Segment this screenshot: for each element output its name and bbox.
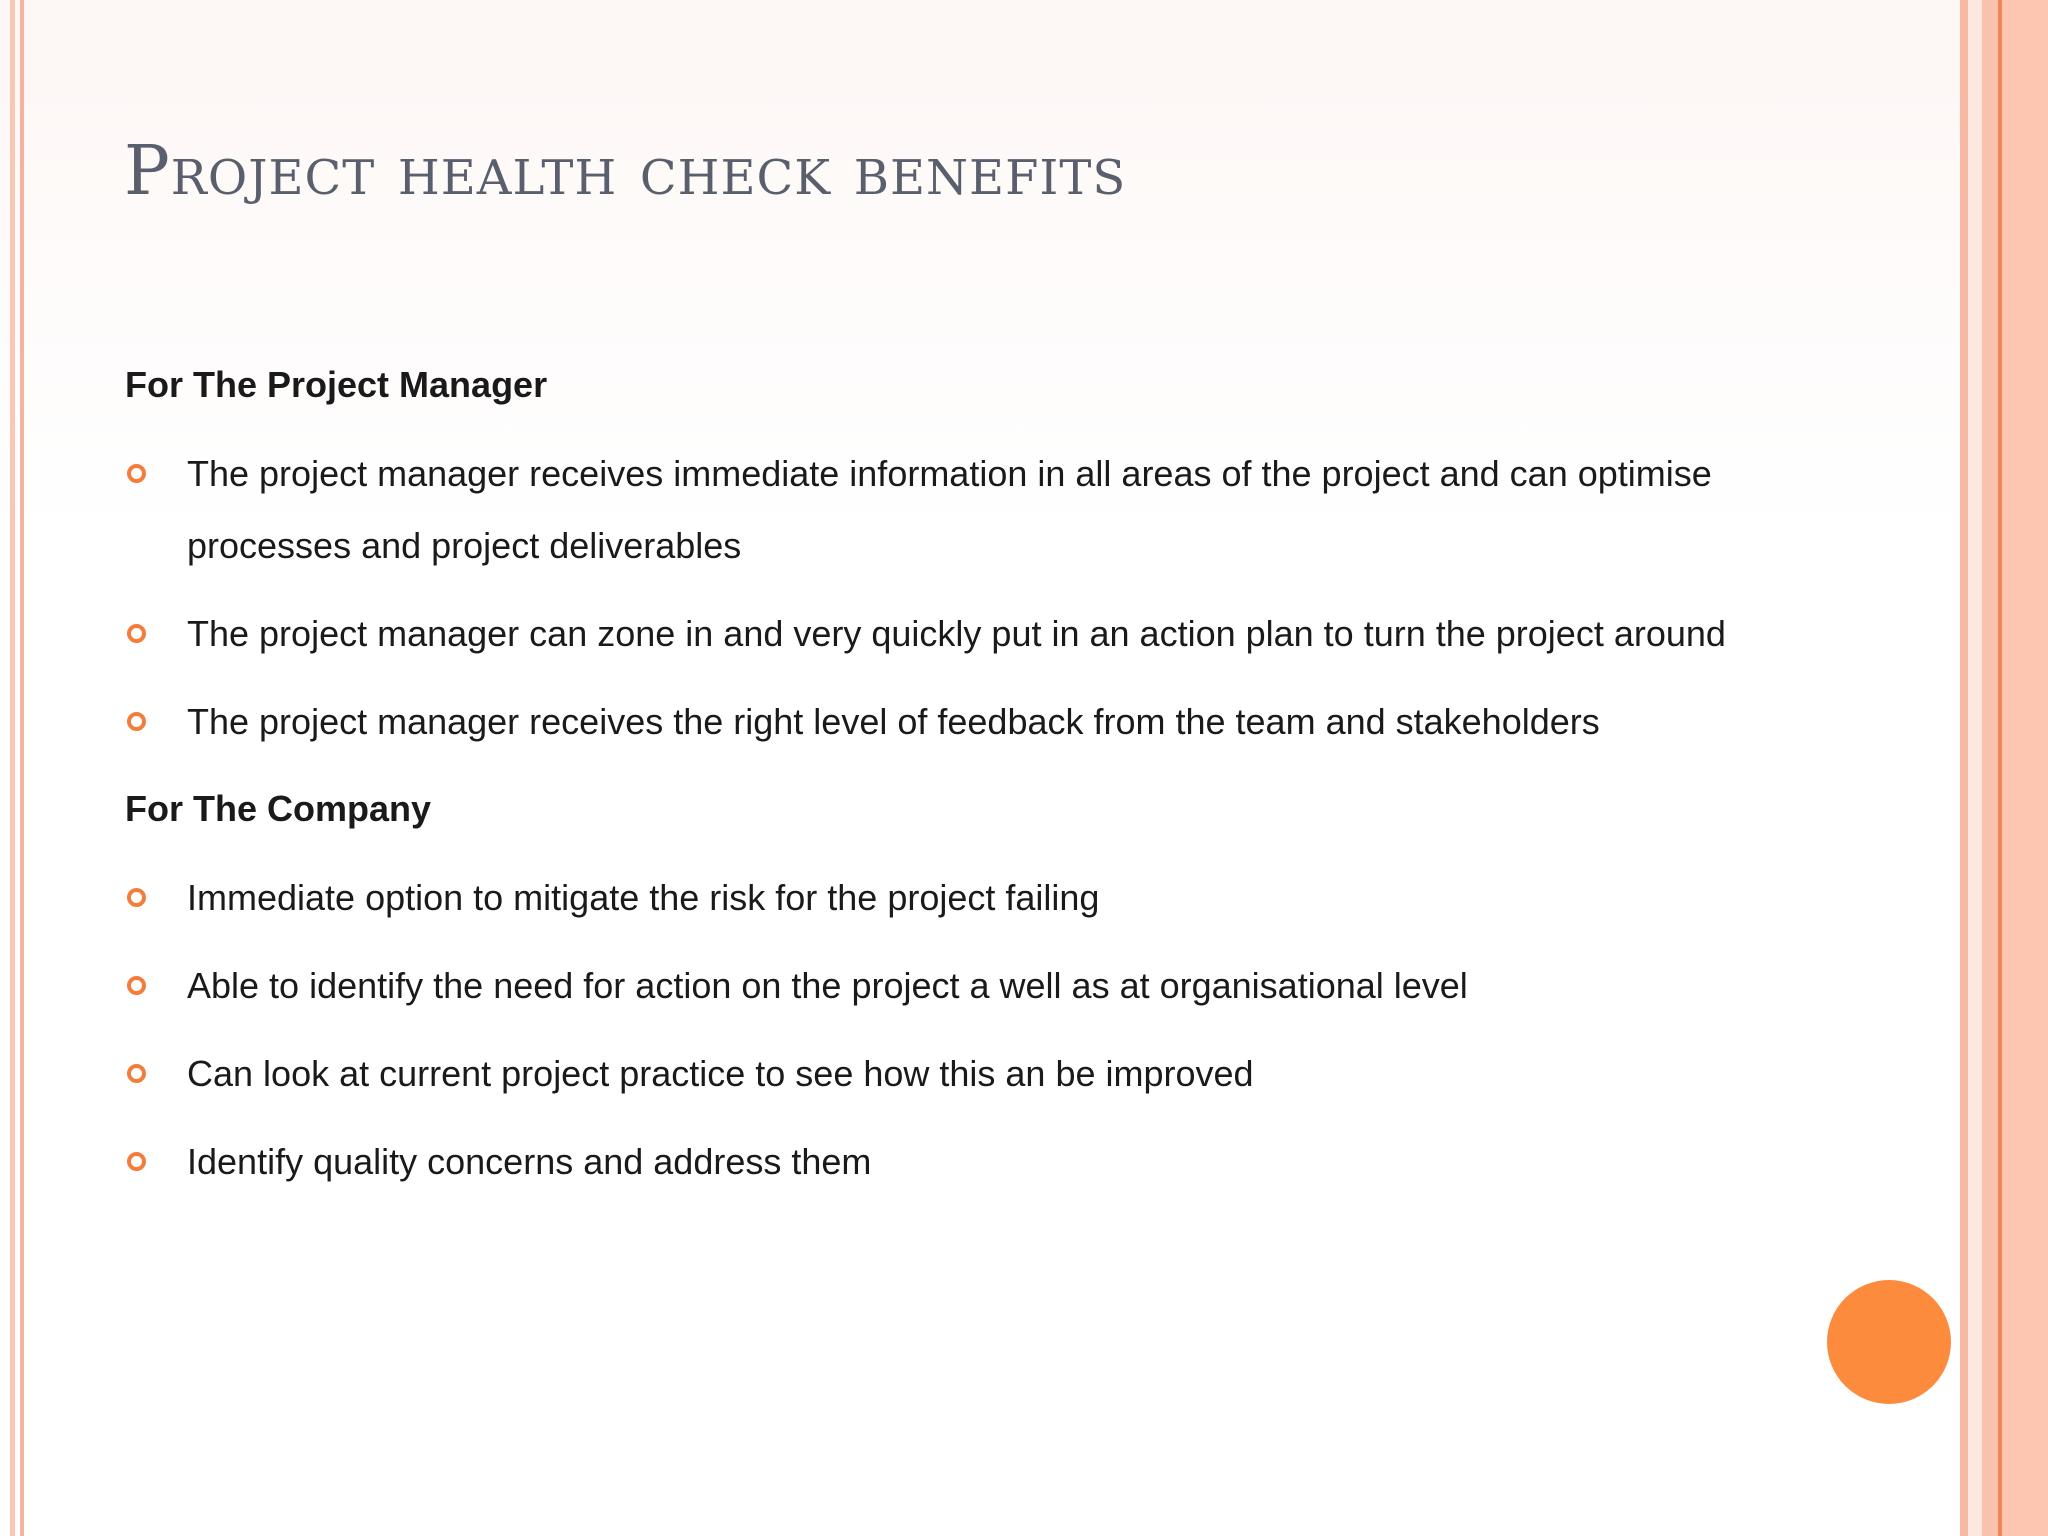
ring-bullet-icon [127, 1152, 146, 1171]
list-item-text: Immediate option to mitigate the risk for the project failing [187, 877, 1100, 918]
list-item-text: Can look at current project practice to see how this an be improved [187, 1053, 1254, 1094]
ring-bullet-icon [127, 888, 146, 907]
left-border-line [10, 0, 15, 1536]
section-heading-project-manager: For The Project Manager [125, 364, 548, 405]
list-item [125, 1038, 1805, 1110]
list-item [125, 950, 1805, 1022]
list-item-text: Able to identify the need for action on the project a well as at organisational level [187, 965, 1468, 1006]
list-item-text: The project manager receives the right level of feedback from the team and stakeholders [187, 701, 1600, 742]
ring-bullet-icon [127, 624, 146, 643]
list-item [125, 598, 1805, 670]
right-border-stripe [1968, 0, 1982, 1536]
list-item [125, 438, 1805, 582]
list-item [125, 862, 1805, 934]
ring-bullet-icon [127, 976, 146, 995]
list-item-text: The project manager can zone in and very quickly put in an action plan to turn the project around [187, 613, 1726, 654]
right-border-stripe [1982, 0, 1998, 1536]
list-item [125, 686, 1805, 758]
ring-bullet-icon [127, 712, 146, 731]
slide-content [125, 350, 1805, 1214]
slide-title: Project health check benefits [124, 132, 1127, 211]
ring-bullet-icon [127, 464, 146, 483]
ring-bullet-icon [127, 1064, 146, 1083]
right-border-stripe [1960, 0, 1968, 1536]
list-item-text: The project manager receives immediate information in all areas of the project and can optimise processes and project deliverables [187, 453, 1712, 566]
orange-circle-decoration [1827, 1280, 1951, 1404]
section-heading-company: For The Company [125, 788, 432, 829]
list-item-text: Identify quality concerns and address them [187, 1141, 872, 1182]
list-item [125, 1126, 1805, 1198]
right-border-stripe [2002, 0, 2048, 1536]
left-border-line [20, 0, 24, 1536]
